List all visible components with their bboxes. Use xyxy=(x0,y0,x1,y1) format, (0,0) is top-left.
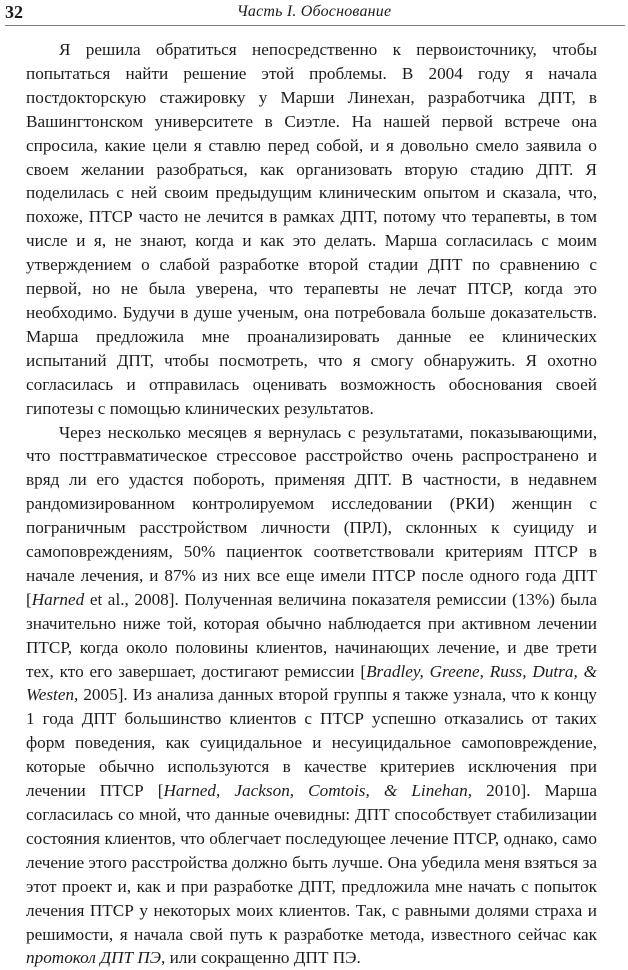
page-header xyxy=(0,0,628,30)
paragraph-2-text-2: et al., 2008]. Полученная величина показателя ремиссии (13%) была значительно ниже той, которая обычно наблюдается при активном лечении ПТСР, когда около половины клиентов, начинающих лечение, и две трети тех, кто его завершает, достигают ремиссии [ xyxy=(26,590,597,681)
paragraph-2-text-3: 2005]. Из анализа данных второй группы я также узнала, что к концу 1 года ДПТ большинство клиентов с ПТСР успешно отказались от таких форм поведения, как суицидальное и несуицидальное самоповреждение, которые обычно используются в качестве критериев исключения при лечении ПТСР [ xyxy=(26,685,597,800)
body-text xyxy=(26,38,597,970)
citation-harned-2010: Harned, Jackson, Comtois, & Linehan, xyxy=(164,781,473,800)
page-number: 32 xyxy=(5,2,23,23)
paragraph-1 xyxy=(26,38,597,421)
paragraph-1-text: Я решила обратиться непосредственно к первоисточнику, чтобы попытаться найти решение этой проблемы. В 2004 году я начала постдокторскую стажировку у Марши Линехан, разработчика ДПТ, в Вашингтонском университете в Сиэтле. На нашей первой встрече она спросила, какие цели я ставлю перед собой, и я довольно смело заявила о своем желании разобраться, как организовать вторую стадию ДПТ. Я поделилась с ней своим предыдущим клиническим опытом и сказала, что, похоже, ПТСР часто не лечится в рамках ДПТ, потому что терапевты, в том числе и я, не знают, когда и как это делать. Марша согласилась с моим утверждением о слабой разработке второй стадии ДПТ по сравнению с первой, но не была уверена, что терапевты не лечат ПТСР, когда это необходимо. Будучи в душе ученым, она потребовала больше доказательств. Марша предложила мне проанализировать данные ее клинических испытаний ДПТ, чтобы посмотреть, что я смогу обнаружить. Я охотно согласилась и отправилась оценивать возможность обоснования своей гипотезы с помощью клинических результатов. xyxy=(26,40,597,418)
paragraph-2 xyxy=(26,421,597,970)
term-dbt-pe-protocol: протокол ДПТ ПЭ xyxy=(26,948,161,967)
paragraph-2-text-5: , или сокращенно ДПТ ПЭ. xyxy=(161,948,361,967)
citation-bradley-2005: Bradley, Greene, Russ, Dutra, & Westen, xyxy=(26,662,597,705)
paragraph-2-text-4: 2010]. Марша согласилась со мной, что данные очевидны: ДПТ способствует стабилизации состояния клиентов, что облегчает последующее лечение ПТСР, однако, само лечение этого расстройства должно быть лучше. Она убедила меня взяться за этот проект и, как и при разработке ДПТ, предложила мне начать с попыток лечения ПТСР у некоторых моих клиентов. Так, с равными долями страха и решимости, я начала свой путь к разработке метода, известного сейчас как xyxy=(26,781,597,943)
citation-harned-2008: Harned xyxy=(32,590,85,609)
running-head: Часть I. Обоснование xyxy=(0,3,628,21)
paragraph-2-text-1: Через несколько месяцев я вернулась с результатами, показывающими, что посттравматическое стрессовое расстройство очень распространено и вряд ли его удастся побороть, применяя ДПТ. В частности, в недавнем рандомизированном контролируемом исследовании (РКИ) женщин с пограничным расстройством личности (ПРЛ), склонных к суициду и самоповреждениям, 50% пациенток соответствовали критериям ПТСР в начале лечения, и 87% из них все еще имели ПТСР после одного года ДПТ [ xyxy=(26,423,597,609)
header-rule xyxy=(5,25,625,26)
